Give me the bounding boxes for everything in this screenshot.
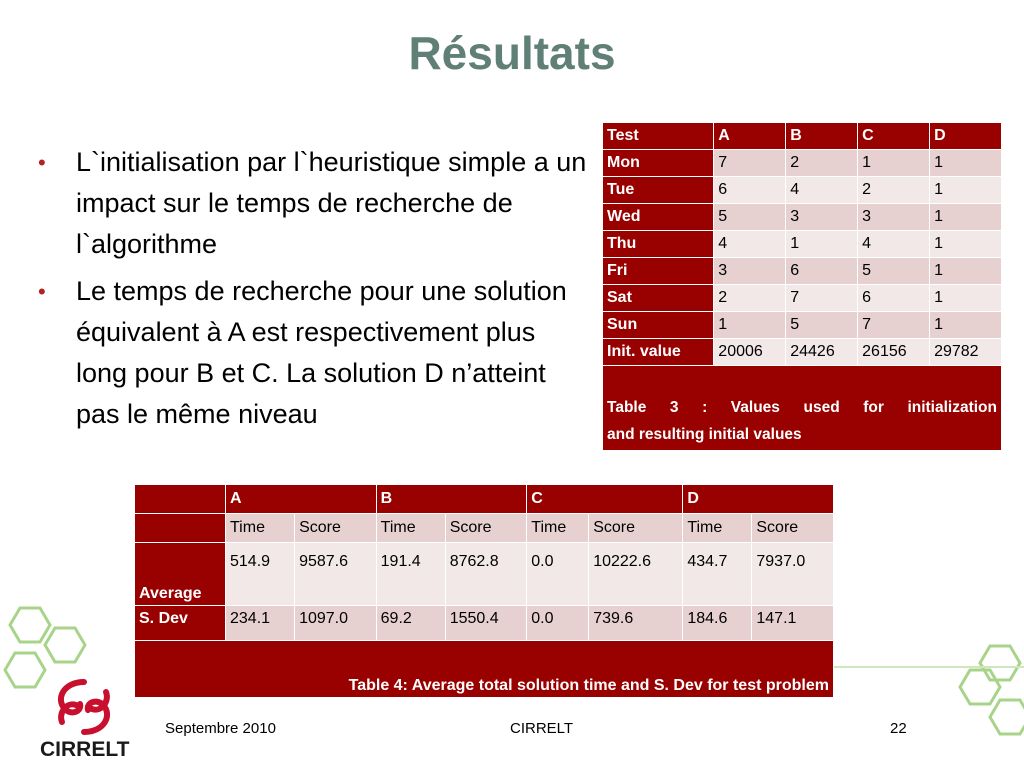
row-label: Fri xyxy=(603,258,714,285)
table-cell: 26156 xyxy=(858,339,930,366)
table-cell: 4 xyxy=(786,177,858,204)
table-caption-line: and resulting initial values xyxy=(607,426,802,443)
table-subheader-cell: Time xyxy=(376,514,445,543)
table-caption-row xyxy=(135,641,834,698)
table-caption-line: Table 3 : Values used for initialization xyxy=(607,399,997,416)
table-header-cell: C xyxy=(527,485,683,514)
table-cell: 1 xyxy=(714,312,786,339)
table-cell: 1 xyxy=(930,150,1002,177)
table-cell: 1 xyxy=(930,258,1002,285)
footer-date: Septembre 2010 xyxy=(165,720,276,737)
table-cell: 1 xyxy=(786,231,858,258)
cirrelt-logo-text: CIRRELT xyxy=(40,738,130,761)
table-cell: 434.7 xyxy=(683,543,752,606)
table-row xyxy=(603,231,1002,258)
table-caption-row xyxy=(603,366,1002,451)
bullet-icon: • xyxy=(38,150,46,175)
row-label: S. Dev xyxy=(135,606,226,641)
table-cell: 1 xyxy=(858,150,930,177)
table-row xyxy=(603,258,1002,285)
table-header-cell xyxy=(135,485,226,514)
table-cell: 1 xyxy=(930,177,1002,204)
bullet-text: Le temps de recherche pour une solution équivalent à A est respectivement plus long pour B et C. La solution D n’atteint pas le même niveau xyxy=(76,276,567,429)
table-row xyxy=(603,312,1002,339)
table-cell: 7 xyxy=(858,312,930,339)
row-label: Average xyxy=(135,543,226,606)
table-cell: 5 xyxy=(858,258,930,285)
table-cell: 9587.6 xyxy=(295,543,377,606)
bullet-list xyxy=(28,142,588,441)
table-cell: 0.0 xyxy=(527,543,589,606)
table-cell: 739.6 xyxy=(589,606,683,641)
table-header-cell: D xyxy=(930,123,1002,150)
table-cell: 147.1 xyxy=(752,606,834,641)
table-cell: 7 xyxy=(786,285,858,312)
row-label: Thu xyxy=(603,231,714,258)
table-subheader-row xyxy=(135,514,834,543)
row-label: Sun xyxy=(603,312,714,339)
footer-org: CIRRELT xyxy=(510,720,574,737)
row-label: Wed xyxy=(603,204,714,231)
row-label: Init. value xyxy=(603,339,714,366)
table-header-cell: B xyxy=(376,485,527,514)
table-cell: 4 xyxy=(714,231,786,258)
bullet-item xyxy=(28,142,588,265)
table-cell: 0.0 xyxy=(527,606,589,641)
cirrelt-logo-icon xyxy=(34,676,134,738)
table-cell: 20006 xyxy=(714,339,786,366)
table-cell: 5 xyxy=(714,204,786,231)
table-cell: 7937.0 xyxy=(752,543,834,606)
table-cell: 24426 xyxy=(786,339,858,366)
table-cell: 1 xyxy=(930,285,1002,312)
table-header-cell xyxy=(135,514,226,543)
table-cell: 2 xyxy=(714,285,786,312)
table-cell: 10222.6 xyxy=(589,543,683,606)
table-cell: 4 xyxy=(858,231,930,258)
row-label: Sat xyxy=(603,285,714,312)
table-caption xyxy=(603,366,1002,451)
table-4 xyxy=(134,484,834,698)
bullet-item xyxy=(28,271,588,435)
table-header-cell: C xyxy=(858,123,930,150)
table-subheader-cell: Score xyxy=(445,514,527,543)
table-row xyxy=(603,177,1002,204)
table-header-cell: D xyxy=(683,485,834,514)
table-header-cell: A xyxy=(226,485,377,514)
table-row xyxy=(603,285,1002,312)
table-header-row xyxy=(135,485,834,514)
table-subheader-cell: Time xyxy=(527,514,589,543)
table-cell: 3 xyxy=(714,258,786,285)
table-caption: Table 4: Average total solution time and S. Dev for test problem xyxy=(135,641,834,698)
table-row xyxy=(603,339,1002,366)
table-cell: 6 xyxy=(714,177,786,204)
table-cell: 5 xyxy=(786,312,858,339)
table-cell: 184.6 xyxy=(683,606,752,641)
table-cell: 7 xyxy=(714,150,786,177)
footer-page-number: 22 xyxy=(890,720,907,737)
table-cell: 1 xyxy=(930,312,1002,339)
table-header-row xyxy=(603,123,1002,150)
row-label: Tue xyxy=(603,177,714,204)
table-cell: 191.4 xyxy=(376,543,445,606)
table-cell: 1 xyxy=(930,231,1002,258)
table-row xyxy=(603,150,1002,177)
row-label: Mon xyxy=(603,150,714,177)
hexagon-decoration-right xyxy=(950,640,1024,760)
table-cell: 6 xyxy=(786,258,858,285)
table-subheader-cell: Time xyxy=(226,514,295,543)
cirrelt-logo xyxy=(34,676,134,766)
table-subheader-cell: Score xyxy=(295,514,377,543)
table-header-cell: Test xyxy=(603,123,714,150)
table-row xyxy=(135,543,834,606)
table-cell: 29782 xyxy=(930,339,1002,366)
table-cell: 2 xyxy=(786,150,858,177)
table-cell: 2 xyxy=(858,177,930,204)
bullet-text: L`initialisation par l`heuristique simple a un impact sur le temps de recherche de l`algorithme xyxy=(76,147,587,259)
table-cell: 1097.0 xyxy=(295,606,377,641)
table-row xyxy=(603,204,1002,231)
table-cell: 3 xyxy=(858,204,930,231)
table-header-cell: B xyxy=(786,123,858,150)
table-subheader-cell: Score xyxy=(752,514,834,543)
page-title: Résultats xyxy=(408,27,616,79)
table-header-cell: A xyxy=(714,123,786,150)
table-subheader-cell: Score xyxy=(589,514,683,543)
table-3 xyxy=(602,122,1002,451)
table-cell: 514.9 xyxy=(226,543,295,606)
table-cell: 8762.8 xyxy=(445,543,527,606)
bullet-icon: • xyxy=(38,279,46,304)
table-row xyxy=(135,606,834,641)
table-cell: 3 xyxy=(786,204,858,231)
table-cell: 234.1 xyxy=(226,606,295,641)
table-cell: 1550.4 xyxy=(445,606,527,641)
table-cell: 6 xyxy=(858,285,930,312)
table-cell: 69.2 xyxy=(376,606,445,641)
table-cell: 1 xyxy=(930,204,1002,231)
table-subheader-cell: Time xyxy=(683,514,752,543)
